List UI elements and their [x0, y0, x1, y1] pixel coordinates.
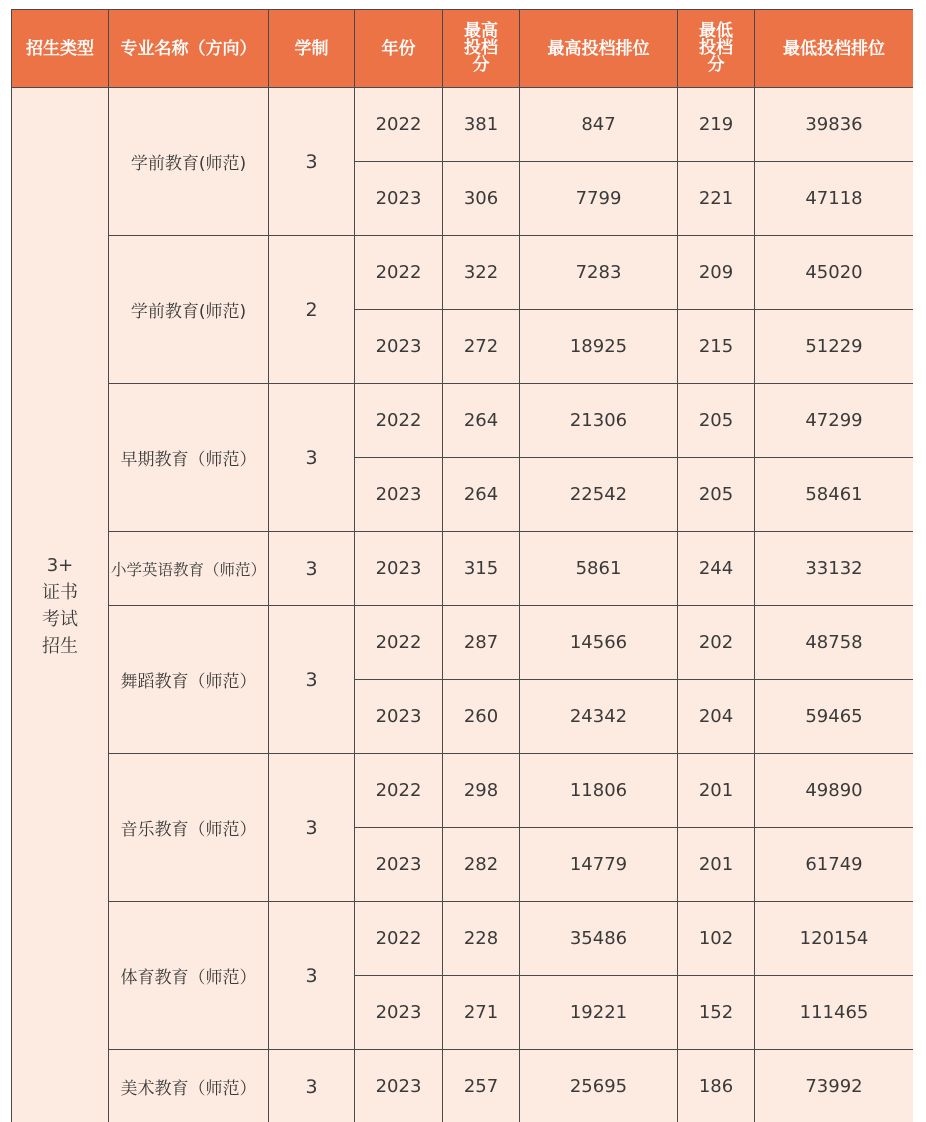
max-rank-cell: 5861	[520, 532, 678, 606]
min-score-cell: 102	[678, 902, 755, 976]
min-rank-cell: 33132	[755, 532, 914, 606]
max-score-cell: 306	[443, 162, 520, 236]
major-cell: 小学英语教育（师范）	[109, 532, 269, 606]
year-cell: 2022	[355, 606, 443, 680]
max-score-cell: 282	[443, 828, 520, 902]
max-rank-cell: 22542	[520, 458, 678, 532]
table-row	[12, 606, 914, 680]
header-year: 年份	[355, 10, 443, 88]
header-min-score	[678, 10, 755, 88]
year-cell: 2022	[355, 754, 443, 828]
major-cell: 舞蹈教育（师范）	[109, 606, 269, 754]
min-score-cell: 205	[678, 458, 755, 532]
admission-type-cell	[12, 88, 109, 1122]
header-duration: 学制	[269, 10, 355, 88]
max-score-cell: 272	[443, 310, 520, 384]
header-min-score-line: 投档	[699, 38, 733, 58]
admission-score-sheet	[11, 9, 913, 1122]
admission-score-table	[11, 9, 913, 1122]
header-row	[12, 10, 914, 88]
duration-cell: 3	[269, 902, 355, 1050]
max-rank-cell: 21306	[520, 384, 678, 458]
max-score-cell: 260	[443, 680, 520, 754]
admission-type-line: 考试	[42, 608, 78, 630]
duration-cell: 2	[269, 236, 355, 384]
table-row	[12, 754, 914, 828]
min-rank-cell: 58461	[755, 458, 914, 532]
min-rank-cell: 47299	[755, 384, 914, 458]
min-score-cell: 201	[678, 828, 755, 902]
duration-cell: 3	[269, 754, 355, 902]
year-cell: 2022	[355, 236, 443, 310]
min-rank-cell: 45020	[755, 236, 914, 310]
major-cell: 学前教育(师范)	[109, 236, 269, 384]
min-score-cell: 202	[678, 606, 755, 680]
duration-cell: 3	[269, 1050, 355, 1122]
max-rank-cell: 24342	[520, 680, 678, 754]
major-cell: 体育教育（师范）	[109, 902, 269, 1050]
max-rank-cell: 11806	[520, 754, 678, 828]
max-score-cell: 381	[443, 88, 520, 162]
max-score-cell: 298	[443, 754, 520, 828]
table-row	[12, 1050, 914, 1122]
header-max-score-line: 分	[472, 55, 490, 75]
year-cell: 2022	[355, 384, 443, 458]
year-cell: 2023	[355, 532, 443, 606]
max-rank-cell: 35486	[520, 902, 678, 976]
max-rank-cell: 18925	[520, 310, 678, 384]
header-max-score	[443, 10, 520, 88]
header-min-score-line: 分	[707, 55, 725, 75]
header-min-rank: 最低投档排位	[755, 10, 914, 88]
header-max-score-line: 最高	[464, 21, 498, 41]
min-score-cell: 219	[678, 88, 755, 162]
max-score-cell: 264	[443, 384, 520, 458]
max-score-cell: 322	[443, 236, 520, 310]
table-row	[12, 532, 914, 606]
min-rank-cell: 111465	[755, 976, 914, 1050]
min-score-cell: 209	[678, 236, 755, 310]
header-min-score-line: 最低	[699, 21, 733, 41]
min-rank-cell: 120154	[755, 902, 914, 976]
year-cell: 2022	[355, 88, 443, 162]
year-cell: 2023	[355, 680, 443, 754]
min-rank-cell: 59465	[755, 680, 914, 754]
admission-type-line: 证书	[42, 581, 78, 603]
duration-cell: 3	[269, 532, 355, 606]
admission-type-line: 3+	[46, 554, 74, 576]
max-score-cell: 315	[443, 532, 520, 606]
max-score-cell: 287	[443, 606, 520, 680]
duration-cell: 3	[269, 384, 355, 532]
year-cell: 2023	[355, 458, 443, 532]
year-cell: 2023	[355, 976, 443, 1050]
major-cell: 学前教育(师范)	[109, 88, 269, 236]
header-max-rank: 最高投档排位	[520, 10, 678, 88]
min-rank-cell: 49890	[755, 754, 914, 828]
min-rank-cell: 51229	[755, 310, 914, 384]
min-score-cell: 244	[678, 532, 755, 606]
max-rank-cell: 847	[520, 88, 678, 162]
max-rank-cell: 19221	[520, 976, 678, 1050]
duration-cell: 3	[269, 88, 355, 236]
table-row	[12, 902, 914, 976]
min-rank-cell: 39836	[755, 88, 914, 162]
duration-cell: 3	[269, 606, 355, 754]
min-rank-cell: 47118	[755, 162, 914, 236]
major-cell: 音乐教育（师范）	[109, 754, 269, 902]
min-rank-cell: 48758	[755, 606, 914, 680]
header-max-score-line: 投档	[464, 38, 498, 58]
table-row	[12, 236, 914, 310]
admission-type-line: 招生	[42, 635, 78, 657]
max-rank-cell: 25695	[520, 1050, 678, 1122]
min-score-cell: 205	[678, 384, 755, 458]
header-type: 招生类型	[12, 10, 109, 88]
table-row	[12, 88, 914, 162]
year-cell: 2022	[355, 902, 443, 976]
table-row	[12, 384, 914, 458]
header-major: 专业名称（方向）	[109, 10, 269, 88]
min-score-cell: 221	[678, 162, 755, 236]
min-score-cell: 152	[678, 976, 755, 1050]
major-cell: 美术教育（师范）	[109, 1050, 269, 1122]
year-cell: 2023	[355, 310, 443, 384]
max-score-cell: 271	[443, 976, 520, 1050]
min-rank-cell: 61749	[755, 828, 914, 902]
max-rank-cell: 14779	[520, 828, 678, 902]
max-rank-cell: 14566	[520, 606, 678, 680]
min-score-cell: 215	[678, 310, 755, 384]
min-score-cell: 186	[678, 1050, 755, 1122]
max-score-cell: 228	[443, 902, 520, 976]
year-cell: 2023	[355, 162, 443, 236]
max-rank-cell: 7799	[520, 162, 678, 236]
major-cell: 早期教育（师范）	[109, 384, 269, 532]
max-score-cell: 264	[443, 458, 520, 532]
max-score-cell: 257	[443, 1050, 520, 1122]
year-cell: 2023	[355, 1050, 443, 1122]
min-rank-cell: 73992	[755, 1050, 914, 1122]
min-score-cell: 201	[678, 754, 755, 828]
year-cell: 2023	[355, 828, 443, 902]
max-rank-cell: 7283	[520, 236, 678, 310]
min-score-cell: 204	[678, 680, 755, 754]
